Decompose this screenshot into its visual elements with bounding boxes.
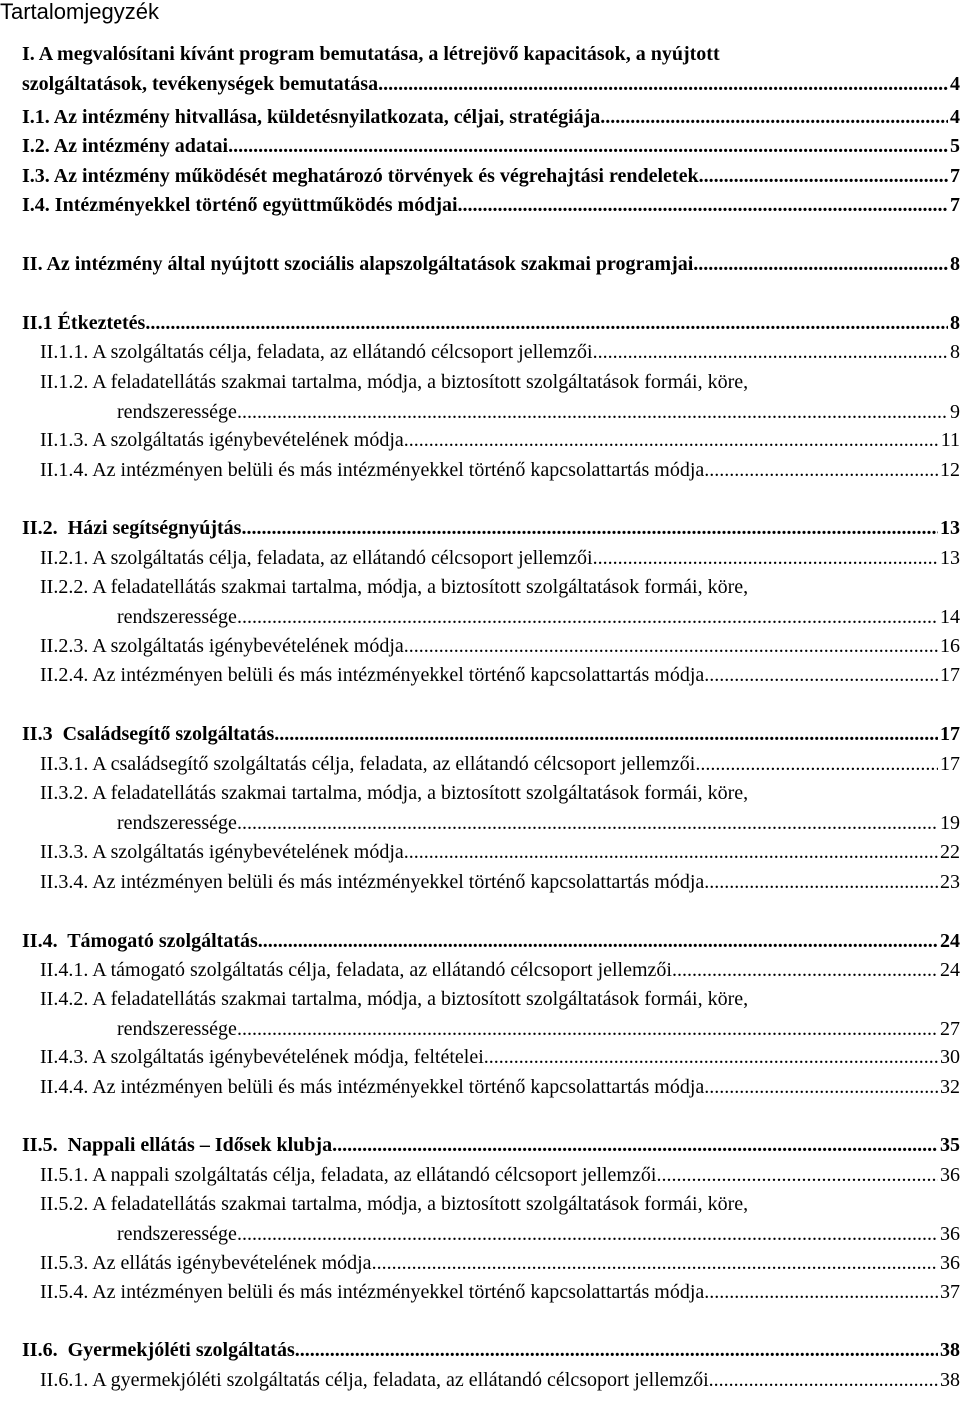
toc-entry-number: II.1 xyxy=(22,312,53,334)
toc-entry-text: Az intézményen belüli és más intézményekkel történő kapcsolattartás módja xyxy=(92,1076,705,1098)
dot-leader xyxy=(699,161,948,191)
toc-page-number: 16 xyxy=(940,635,960,657)
toc-entry-text-continued: rendszeressége xyxy=(117,1223,237,1245)
toc-entry-text: A feladatellátás szakmai tartalma, módja, a biztosított szolgáltatások formái, köre, xyxy=(92,371,749,393)
toc-entry[interactable] xyxy=(22,131,960,161)
toc-entry-text: Étkeztetés xyxy=(57,312,146,334)
toc-entry-number: I.3. xyxy=(22,165,50,187)
dot-leader xyxy=(295,1335,938,1365)
toc-entry[interactable] xyxy=(40,337,960,367)
dot-leader xyxy=(258,926,938,956)
toc-entry[interactable] xyxy=(40,778,960,838)
toc-entry-text: A megvalósítani kívánt program bemutatása, a létrejövő kapacitások, a nyújtott xyxy=(38,43,720,65)
toc-entry-number: II.4.3. xyxy=(40,1046,89,1068)
toc-entry-text: A szolgáltatás igénybevételének módja xyxy=(92,841,404,863)
toc-page-number: 13 xyxy=(940,517,960,539)
dot-leader xyxy=(237,397,948,427)
toc-entry-text: Nappali ellátás – Idősek klubja xyxy=(67,1134,333,1156)
toc-page-number: 23 xyxy=(940,871,960,893)
toc-entry-number: II.3 xyxy=(22,723,53,745)
toc-entry[interactable] xyxy=(22,249,960,279)
toc-entry-number: II.4.2. xyxy=(40,988,89,1010)
dot-leader xyxy=(237,1014,938,1044)
toc-entry-number: I.2. xyxy=(22,135,50,157)
toc-page-number: 14 xyxy=(940,606,960,628)
toc-entry-number: II.2.2. xyxy=(40,576,89,598)
toc-entry-number: II.3.4. xyxy=(40,871,89,893)
toc-entry-text: Az intézmény adatai xyxy=(53,135,229,157)
dot-leader xyxy=(237,808,938,838)
toc-entry-number: II.3.2. xyxy=(40,782,89,804)
dot-leader xyxy=(593,543,938,573)
toc-entry-number: II.5.4. xyxy=(40,1281,89,1303)
toc-page-number: 12 xyxy=(940,459,960,481)
toc-entry-text: A szolgáltatás igénybevételének módja xyxy=(92,429,404,451)
toc-entry[interactable] xyxy=(22,719,960,749)
toc-entry-number: II.5. xyxy=(22,1134,58,1156)
toc-entry[interactable] xyxy=(40,955,960,985)
toc-entry-text: A családsegítő szolgáltatás célja, feladata, az ellátandó célcsoport jellemzői xyxy=(92,753,696,775)
dot-leader xyxy=(709,1365,938,1395)
toc-entry-text: Intézményekkel történő együttműködés módjai xyxy=(54,194,458,216)
toc-page-number: 8 xyxy=(950,341,960,363)
toc-entry-number: I. xyxy=(22,43,35,65)
toc-entry-text: A feladatellátás szakmai tartalma, módja, a biztosított szolgáltatások formái, köre, xyxy=(92,576,749,598)
dot-leader xyxy=(672,955,938,985)
toc-entry-text-continued: rendszeressége xyxy=(117,1018,237,1040)
dot-leader xyxy=(704,455,938,485)
toc-page-number: 27 xyxy=(940,1018,960,1040)
toc-page-number: 36 xyxy=(940,1223,960,1245)
dot-leader xyxy=(332,1130,938,1160)
toc-entry-text-continued: rendszeressége xyxy=(117,401,237,423)
toc-entry-number: II.1.3. xyxy=(40,429,89,451)
toc-page-number: 17 xyxy=(940,753,960,775)
toc-entry[interactable] xyxy=(22,190,960,220)
toc-entry[interactable] xyxy=(40,543,960,573)
toc-entry[interactable] xyxy=(22,1130,960,1160)
toc-page-number: 4 xyxy=(950,106,960,128)
toc-entry-text: Az ellátás igénybevételének módja xyxy=(92,1252,372,1274)
toc-entry-text: Gyermekjóléti szolgáltatás xyxy=(67,1339,295,1361)
toc-entry[interactable] xyxy=(22,102,960,132)
toc-entry[interactable] xyxy=(40,425,960,455)
toc-entry[interactable] xyxy=(40,455,960,485)
toc-entry[interactable] xyxy=(22,161,960,191)
dot-leader xyxy=(704,867,938,897)
toc-entry-text: Családsegítő szolgáltatás xyxy=(62,723,275,745)
dot-leader xyxy=(458,190,948,220)
toc-entry[interactable] xyxy=(40,631,960,661)
toc-entry-number: II.4.4. xyxy=(40,1076,89,1098)
toc-entry[interactable] xyxy=(40,1042,960,1072)
dot-leader xyxy=(228,131,948,161)
toc-entry[interactable] xyxy=(22,926,960,956)
toc-entry-text: A szolgáltatás célja, feladata, az ellátandó célcsoport jellemzői xyxy=(92,341,593,363)
toc-entry-text: A nappali szolgáltatás célja, feladata, az ellátandó célcsoport jellemzői xyxy=(92,1164,657,1186)
toc-entry-text: A szolgáltatás célja, feladata, az ellátandó célcsoport jellemzői xyxy=(92,547,593,569)
toc-entry[interactable] xyxy=(40,837,960,867)
toc-page-number: 19 xyxy=(940,812,960,834)
toc-entry-number: II.2.1. xyxy=(40,547,89,569)
toc-entry-text: Az intézmény működését meghatározó törvények és végrehajtási rendeletek xyxy=(53,165,699,187)
dot-leader xyxy=(237,1219,938,1249)
toc-page-number: 36 xyxy=(940,1252,960,1274)
dot-leader xyxy=(145,308,948,338)
dot-leader xyxy=(593,337,948,367)
toc-entry-number: II.4.1. xyxy=(40,959,89,981)
toc-entry[interactable] xyxy=(40,572,960,632)
toc-entry-text: Az intézmény hitvallása, küldetésnyilatkozata, céljai, stratégiája xyxy=(53,106,601,128)
toc-entry-number: II.1.1. xyxy=(40,341,89,363)
toc-entry[interactable] xyxy=(40,1072,960,1102)
toc-page-number: 24 xyxy=(940,959,960,981)
dot-leader xyxy=(695,749,938,779)
toc-page-number: 37 xyxy=(940,1281,960,1303)
toc-entry-number: II.5.1. xyxy=(40,1164,89,1186)
toc-entry-number: II.3.3. xyxy=(40,841,89,863)
toc-entry-text: Az intézményen belüli és más intézményekkel történő kapcsolattartás módja xyxy=(92,459,705,481)
toc-page-number: 13 xyxy=(940,547,960,569)
toc-entry-number: I.1. xyxy=(22,106,50,128)
dot-leader xyxy=(404,837,938,867)
toc-entry[interactable] xyxy=(22,513,960,543)
toc-entry-text-continued: rendszeressége xyxy=(117,812,237,834)
dot-leader xyxy=(656,1160,938,1190)
toc-page-number: 22 xyxy=(940,841,960,863)
toc-entry-number: II.1.2. xyxy=(40,371,89,393)
toc-page-number: 24 xyxy=(940,930,960,952)
toc-page-number: 8 xyxy=(950,312,960,334)
toc-entry-text: A szolgáltatás igénybevételének módja xyxy=(92,635,404,657)
toc-entry[interactable] xyxy=(40,1189,960,1249)
dot-leader xyxy=(404,631,938,661)
toc-page-number: 30 xyxy=(940,1046,960,1068)
toc-entry-text: Az intézményen belüli és más intézményekkel történő kapcsolattartás módja xyxy=(92,1281,705,1303)
dot-leader xyxy=(693,249,948,279)
toc-page-number: 17 xyxy=(940,723,960,745)
toc-entry[interactable] xyxy=(40,367,960,427)
toc-entry[interactable] xyxy=(40,660,960,690)
dot-leader xyxy=(704,660,938,690)
toc-entry-number: II.2.3. xyxy=(40,635,89,657)
toc-entry[interactable] xyxy=(22,1335,960,1365)
toc-entry-text-continued: rendszeressége xyxy=(117,606,237,628)
toc-entry-number: II.5.3. xyxy=(40,1252,89,1274)
toc-entry-text: A feladatellátás szakmai tartalma, módja, a biztosított szolgáltatások formái, köre, xyxy=(92,1193,749,1215)
toc-entry[interactable] xyxy=(40,1277,960,1307)
toc-entry-number: II. xyxy=(22,253,43,275)
toc-page-number: 38 xyxy=(940,1369,960,1391)
toc-entry[interactable] xyxy=(40,984,960,1044)
toc-entry-text: A gyermekjóléti szolgáltatás célja, feladata, az ellátandó célcsoport jellemzői xyxy=(92,1369,709,1391)
toc-entry[interactable] xyxy=(40,1160,960,1190)
toc-entry[interactable] xyxy=(22,39,960,99)
dot-leader xyxy=(404,425,939,455)
toc-page-number: 36 xyxy=(940,1164,960,1186)
dot-leader xyxy=(704,1072,938,1102)
toc-page-number: 7 xyxy=(950,194,960,216)
toc-entry-text-continued: szolgáltatások, tevékenységek bemutatása xyxy=(22,73,379,95)
toc-entry-number: II.2. xyxy=(22,517,58,539)
toc-entry-text: A szolgáltatás igénybevételének módja, feltételei xyxy=(92,1046,484,1068)
toc-entry-number: II.5.2. xyxy=(40,1193,89,1215)
toc-page-number: 11 xyxy=(940,429,960,451)
toc-entry[interactable] xyxy=(40,867,960,897)
toc-entry-number: II.3.1. xyxy=(40,753,89,775)
toc-entry-text: A támogató szolgáltatás célja, feladata, az ellátandó célcsoport jellemzői xyxy=(92,959,672,981)
toc-entry[interactable] xyxy=(40,749,960,779)
dot-leader xyxy=(241,513,938,543)
toc-entry-number: I.4. xyxy=(22,194,50,216)
toc-entry-number: II.2.4. xyxy=(40,664,89,686)
toc-entry-text: Az intézményen belüli és más intézményekkel történő kapcsolattartás módja xyxy=(92,664,705,686)
toc-entry-text: Támogató szolgáltatás xyxy=(67,930,258,952)
dot-leader xyxy=(274,719,938,749)
toc-page-number: 8 xyxy=(950,253,960,275)
toc-entry[interactable] xyxy=(40,1248,960,1278)
toc-entry-number: II.1.4. xyxy=(40,459,89,481)
dot-leader xyxy=(378,69,948,99)
toc-page-number: 38 xyxy=(940,1339,960,1361)
toc-page-number: 9 xyxy=(950,401,960,423)
toc-entry-text: Az intézmény által nyújtott szociális alapszolgáltatások szakmai programjai xyxy=(46,253,694,275)
toc-entry-text: Házi segítségnyújtás xyxy=(67,517,242,539)
toc-entry-text: A feladatellátás szakmai tartalma, módja, a biztosított szolgáltatások formái, köre, xyxy=(92,988,749,1010)
dot-leader xyxy=(600,102,948,132)
dot-leader xyxy=(372,1248,938,1278)
toc-page-number: 7 xyxy=(950,165,960,187)
toc-page-number: 4 xyxy=(950,73,960,95)
toc-entry[interactable] xyxy=(22,308,960,338)
toc-entry[interactable] xyxy=(40,1365,960,1395)
toc-entry-text: Az intézményen belüli és más intézményekkel történő kapcsolattartás módja xyxy=(92,871,705,893)
toc-page-number: 5 xyxy=(950,135,960,157)
toc-entry-number: II.6.1. xyxy=(40,1369,89,1391)
toc-title: Tartalomjegyzék xyxy=(0,0,159,24)
dot-leader xyxy=(484,1042,938,1072)
toc-entry-text: A feladatellátás szakmai tartalma, módja, a biztosított szolgáltatások formái, köre, xyxy=(92,782,749,804)
toc-page-number: 35 xyxy=(940,1134,960,1156)
dot-leader xyxy=(704,1277,938,1307)
toc-page-number: 17 xyxy=(940,664,960,686)
dot-leader xyxy=(237,602,938,632)
toc-entry-number: II.6. xyxy=(22,1339,58,1361)
toc-entry-number: II.4. xyxy=(22,930,58,952)
toc-page-number: 32 xyxy=(940,1076,960,1098)
